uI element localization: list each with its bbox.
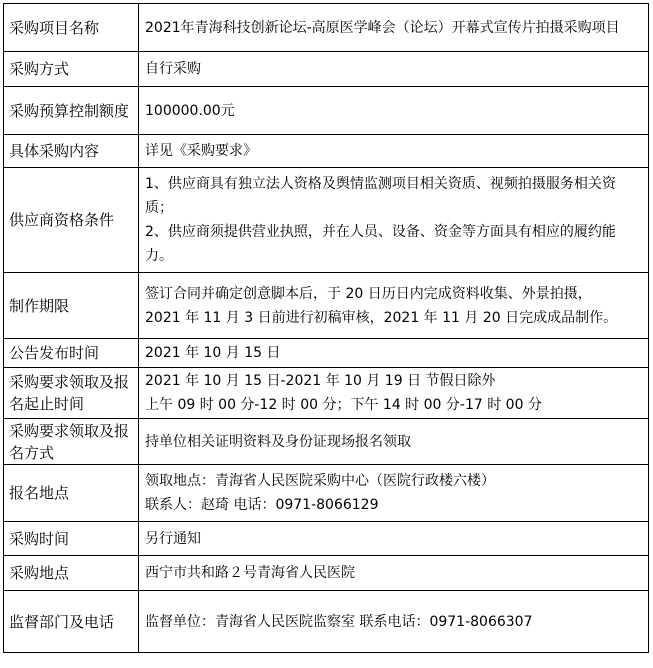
row-value bbox=[139, 273, 649, 339]
row-value bbox=[139, 168, 649, 273]
row-value bbox=[139, 465, 649, 522]
table-row bbox=[4, 4, 649, 52]
table-row bbox=[4, 522, 649, 556]
value-text: 上午 09 时 00 分-12 时 00 分；下午 14 时 00 分-17 时 00 分 bbox=[145, 397, 542, 413]
value-text: 2、供应商须提供营业执照，并在人员、设备、资金等方面具有相应的履约能力。 bbox=[145, 224, 616, 264]
row-value bbox=[139, 135, 649, 168]
row-value bbox=[139, 522, 649, 556]
value-text: 监督单位：青海省人民医院监察室 联系电话：0971-8066307 bbox=[145, 613, 533, 630]
row-label: 采购地点 bbox=[4, 556, 139, 591]
row-label: 公告发布时间 bbox=[4, 339, 139, 368]
table-row bbox=[4, 465, 649, 522]
table-row bbox=[4, 339, 649, 368]
row-label: 采购项目名称 bbox=[4, 4, 139, 52]
row-label: 制作期限 bbox=[4, 273, 139, 339]
value-text: 领取地点：青海省人民医院采购中心（医院行政楼六楼） bbox=[145, 473, 495, 489]
row-value bbox=[139, 556, 649, 591]
row-label: 采购要求领取及报名起止时间 bbox=[4, 368, 139, 419]
table-row bbox=[4, 52, 649, 87]
value-text: 另行通知 bbox=[145, 530, 201, 547]
row-value bbox=[139, 4, 649, 52]
value-text: 1、供应商具有独立法人资格及舆情监测项目相关资质、视频拍摄服务相关资质； bbox=[145, 176, 616, 216]
row-label: 监督部门及电话 bbox=[4, 591, 139, 653]
table-row bbox=[4, 419, 649, 465]
row-label: 具体采购内容 bbox=[4, 135, 139, 168]
row-value bbox=[139, 419, 649, 465]
row-value bbox=[139, 591, 649, 653]
table-row bbox=[4, 368, 649, 419]
table-row bbox=[4, 591, 649, 653]
value-text: 2021 年 10 月 15 日 bbox=[145, 345, 281, 361]
value-text: 签订合同并确定创意脚本后，于 20 日历日内完成资料收集、外景拍摄， bbox=[145, 285, 592, 302]
value-text: 西宁市共和路２号青海省人民医院 bbox=[145, 565, 355, 581]
row-value bbox=[139, 52, 649, 87]
value-text: 联系人：赵琦 电话：0971-8066129 bbox=[145, 497, 379, 513]
row-label: 采购方式 bbox=[4, 52, 139, 87]
value-text: 自行采购 bbox=[145, 61, 201, 77]
row-value bbox=[139, 339, 649, 368]
row-label: 采购要求领取及报名方式 bbox=[4, 419, 139, 465]
table-row bbox=[4, 87, 649, 135]
row-value bbox=[139, 368, 649, 419]
value-text: 持单位相关证明资料及身份证现场报名领取 bbox=[145, 433, 411, 450]
value-text: 2021 年 11 月 3 日前进行初稿审核，2021 年 11 月 20 日完成成品制作。 bbox=[145, 309, 618, 326]
table-row bbox=[4, 273, 649, 339]
procurement-info-table bbox=[3, 3, 649, 653]
value-text: 详见《采购要求》 bbox=[145, 143, 257, 159]
row-label: 供应商资格条件 bbox=[4, 168, 139, 273]
row-value bbox=[139, 87, 649, 135]
value-text: 100000.00元 bbox=[145, 102, 235, 119]
value-text: 2021 年 10 月 15 日-2021 年 10 月 19 日 节假日除外 bbox=[145, 373, 496, 389]
table-row bbox=[4, 168, 649, 273]
row-label: 报名地点 bbox=[4, 465, 139, 522]
table-row bbox=[4, 556, 649, 591]
row-label: 采购时间 bbox=[4, 522, 139, 556]
row-label: 采购预算控制额度 bbox=[4, 87, 139, 135]
value-text: 2021年青海科技创新论坛-高原医学峰会（论坛）开幕式宣传片拍摄采购项目 bbox=[145, 19, 620, 36]
table-row bbox=[4, 135, 649, 168]
